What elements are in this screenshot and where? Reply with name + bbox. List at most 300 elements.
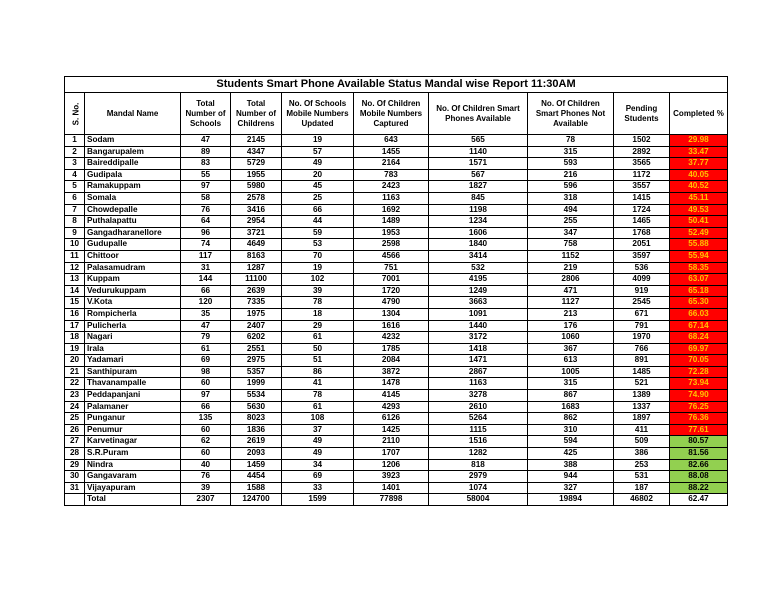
cell-smart-available: 1074 xyxy=(429,482,528,494)
cell-completed: 74.90 xyxy=(670,390,728,402)
cell-schools: 66 xyxy=(181,285,231,297)
cell-smart-not-available: 596 xyxy=(528,181,614,193)
cell-pending: 536 xyxy=(614,262,670,274)
cell-smart-not-available: 594 xyxy=(528,436,614,448)
cell-schools: 58 xyxy=(181,192,231,204)
cell-children: 5729 xyxy=(231,158,282,170)
cell-schools-mobile: 29 xyxy=(282,320,354,332)
cell-smart-not-available: 1683 xyxy=(528,401,614,413)
cell-children: 2639 xyxy=(231,285,282,297)
cell-schools-mobile: 18 xyxy=(282,308,354,320)
cell-sno: 4 xyxy=(65,169,85,181)
cell-children: 5630 xyxy=(231,401,282,413)
cell-completed: 58.35 xyxy=(670,262,728,274)
cell-smart-available: 3278 xyxy=(429,390,528,402)
cell-pending: 766 xyxy=(614,343,670,355)
cell-children-mobile: 783 xyxy=(354,169,429,181)
table-row xyxy=(65,297,728,309)
cell-pending: 1897 xyxy=(614,413,670,425)
cell-completed: 70.05 xyxy=(670,355,728,367)
cell-schools: 64 xyxy=(181,216,231,228)
header-mandal: Mandal Name xyxy=(85,93,181,135)
cell-smart-available: 1606 xyxy=(429,227,528,239)
cell-schools: 35 xyxy=(181,308,231,320)
cell-pending: 1389 xyxy=(614,390,670,402)
cell-sno: 29 xyxy=(65,459,85,471)
cell-sno: 26 xyxy=(65,424,85,436)
cell-mandal: Bangarupalem xyxy=(85,146,181,158)
cell-completed: 76.25 xyxy=(670,401,728,413)
cell-schools: 60 xyxy=(181,424,231,436)
cell-mandal: Gangadharanellore xyxy=(85,227,181,239)
cell-completed: 73.94 xyxy=(670,378,728,390)
header-sno xyxy=(65,93,85,135)
cell-sno: 15 xyxy=(65,297,85,309)
cell-children-mobile: 1489 xyxy=(354,216,429,228)
total-label: Total xyxy=(85,494,181,506)
cell-sno: 23 xyxy=(65,390,85,402)
cell-sno: 24 xyxy=(65,401,85,413)
cell-children-mobile: 4566 xyxy=(354,250,429,262)
cell-pending: 187 xyxy=(614,482,670,494)
cell-schools-mobile: 19 xyxy=(282,262,354,274)
cell-pending: 1502 xyxy=(614,135,670,147)
header-total-schools: Total Number of Schools xyxy=(181,93,231,135)
cell-sno: 5 xyxy=(65,181,85,193)
cell-children-mobile: 4790 xyxy=(354,297,429,309)
cell-children: 4347 xyxy=(231,146,282,158)
header-completed: Completed % xyxy=(670,93,728,135)
total-sno xyxy=(65,494,85,506)
cell-schools: 76 xyxy=(181,204,231,216)
cell-schools-mobile: 49 xyxy=(282,158,354,170)
cell-mandal: Sodam xyxy=(85,135,181,147)
table-row xyxy=(65,239,728,251)
cell-schools: 60 xyxy=(181,448,231,460)
cell-smart-not-available: 1005 xyxy=(528,366,614,378)
cell-schools: 60 xyxy=(181,378,231,390)
cell-schools-mobile: 49 xyxy=(282,448,354,460)
cell-children-mobile: 1785 xyxy=(354,343,429,355)
cell-smart-not-available: 2806 xyxy=(528,274,614,286)
cell-schools: 135 xyxy=(181,413,231,425)
cell-pending: 791 xyxy=(614,320,670,332)
cell-schools: 47 xyxy=(181,320,231,332)
cell-smart-not-available: 78 xyxy=(528,135,614,147)
cell-sno: 10 xyxy=(65,239,85,251)
cell-children-mobile: 2084 xyxy=(354,355,429,367)
total-schools: 2307 xyxy=(181,494,231,506)
cell-schools: 79 xyxy=(181,332,231,344)
cell-completed: 33.47 xyxy=(670,146,728,158)
cell-schools-mobile: 34 xyxy=(282,459,354,471)
cell-completed: 88.08 xyxy=(670,471,728,483)
cell-children-mobile: 1304 xyxy=(354,308,429,320)
cell-children-mobile: 1425 xyxy=(354,424,429,436)
cell-smart-available: 1471 xyxy=(429,355,528,367)
total-not-smart: 19894 xyxy=(528,494,614,506)
cell-smart-not-available: 758 xyxy=(528,239,614,251)
cell-mandal: Pulicherla xyxy=(85,320,181,332)
cell-schools: 39 xyxy=(181,482,231,494)
cell-schools: 66 xyxy=(181,401,231,413)
cell-schools-mobile: 78 xyxy=(282,297,354,309)
cell-smart-not-available: 219 xyxy=(528,262,614,274)
cell-mandal: Chowdepalle xyxy=(85,204,181,216)
cell-completed: 63.07 xyxy=(670,274,728,286)
cell-mandal: Palasamudram xyxy=(85,262,181,274)
cell-smart-available: 2979 xyxy=(429,471,528,483)
cell-smart-not-available: 862 xyxy=(528,413,614,425)
cell-schools: 83 xyxy=(181,158,231,170)
cell-pending: 1724 xyxy=(614,204,670,216)
cell-pending: 1465 xyxy=(614,216,670,228)
cell-sno: 6 xyxy=(65,192,85,204)
cell-mandal: Peddapanjani xyxy=(85,390,181,402)
cell-pending: 509 xyxy=(614,436,670,448)
cell-children-mobile: 2110 xyxy=(354,436,429,448)
cell-children-mobile: 4232 xyxy=(354,332,429,344)
cell-schools-mobile: 25 xyxy=(282,192,354,204)
cell-completed: 82.66 xyxy=(670,459,728,471)
cell-schools-mobile: 70 xyxy=(282,250,354,262)
cell-schools: 144 xyxy=(181,274,231,286)
table-row xyxy=(65,274,728,286)
cell-smart-available: 1198 xyxy=(429,204,528,216)
cell-children: 11100 xyxy=(231,274,282,286)
cell-smart-not-available: 255 xyxy=(528,216,614,228)
cell-mandal: Penumur xyxy=(85,424,181,436)
cell-schools-mobile: 78 xyxy=(282,390,354,402)
cell-children: 3721 xyxy=(231,227,282,239)
cell-schools: 74 xyxy=(181,239,231,251)
header-pending: Pending Students xyxy=(614,93,670,135)
cell-pending: 531 xyxy=(614,471,670,483)
cell-children: 2145 xyxy=(231,135,282,147)
cell-mandal: Gudipala xyxy=(85,169,181,181)
cell-sno: 3 xyxy=(65,158,85,170)
cell-children-mobile: 1206 xyxy=(354,459,429,471)
table-row xyxy=(65,471,728,483)
cell-mandal: Irala xyxy=(85,343,181,355)
cell-children: 2954 xyxy=(231,216,282,228)
cell-children-mobile: 1455 xyxy=(354,146,429,158)
cell-smart-not-available: 216 xyxy=(528,169,614,181)
cell-mandal: Kuppam xyxy=(85,274,181,286)
header-smart-available: No. Of Children Smart Phones Available xyxy=(429,93,528,135)
cell-schools: 55 xyxy=(181,169,231,181)
cell-schools-mobile: 108 xyxy=(282,413,354,425)
cell-completed: 68.24 xyxy=(670,332,728,344)
cell-schools: 76 xyxy=(181,471,231,483)
cell-mandal: Rompicherla xyxy=(85,308,181,320)
cell-schools: 96 xyxy=(181,227,231,239)
cell-children-mobile: 6126 xyxy=(354,413,429,425)
cell-children-mobile: 2164 xyxy=(354,158,429,170)
table-row xyxy=(65,135,728,147)
cell-schools-mobile: 86 xyxy=(282,366,354,378)
cell-smart-available: 1163 xyxy=(429,378,528,390)
cell-children: 1287 xyxy=(231,262,282,274)
cell-pending: 3565 xyxy=(614,158,670,170)
cell-smart-available: 1140 xyxy=(429,146,528,158)
cell-schools-mobile: 69 xyxy=(282,471,354,483)
cell-smart-not-available: 213 xyxy=(528,308,614,320)
cell-smart-not-available: 494 xyxy=(528,204,614,216)
cell-children-mobile: 1401 xyxy=(354,482,429,494)
cell-mandal: Yadamari xyxy=(85,355,181,367)
cell-children: 7335 xyxy=(231,297,282,309)
cell-schools: 97 xyxy=(181,390,231,402)
cell-smart-available: 1091 xyxy=(429,308,528,320)
cell-sno: 12 xyxy=(65,262,85,274)
cell-smart-not-available: 388 xyxy=(528,459,614,471)
cell-completed: 55.94 xyxy=(670,250,728,262)
cell-children-mobile: 7001 xyxy=(354,274,429,286)
mandal-report-table xyxy=(64,76,728,506)
cell-children-mobile: 2423 xyxy=(354,181,429,193)
cell-mandal: Vedurukuppam xyxy=(85,285,181,297)
table-row xyxy=(65,401,728,413)
cell-sno: 8 xyxy=(65,216,85,228)
cell-schools-mobile: 102 xyxy=(282,274,354,286)
cell-smart-not-available: 1127 xyxy=(528,297,614,309)
cell-mandal: Nagari xyxy=(85,332,181,344)
cell-completed: 88.22 xyxy=(670,482,728,494)
cell-schools-mobile: 19 xyxy=(282,135,354,147)
cell-schools-mobile: 37 xyxy=(282,424,354,436)
cell-sno: 16 xyxy=(65,308,85,320)
cell-children: 8023 xyxy=(231,413,282,425)
cell-schools-mobile: 49 xyxy=(282,436,354,448)
cell-mandal: Nindra xyxy=(85,459,181,471)
cell-smart-not-available: 176 xyxy=(528,320,614,332)
cell-schools-mobile: 66 xyxy=(282,204,354,216)
cell-children: 4454 xyxy=(231,471,282,483)
cell-children-mobile: 643 xyxy=(354,135,429,147)
total-children: 124700 xyxy=(231,494,282,506)
cell-completed: 72.28 xyxy=(670,366,728,378)
cell-completed: 66.03 xyxy=(670,308,728,320)
cell-pending: 2545 xyxy=(614,297,670,309)
cell-children: 4649 xyxy=(231,239,282,251)
cell-smart-not-available: 1152 xyxy=(528,250,614,262)
cell-children: 1836 xyxy=(231,424,282,436)
cell-sno: 22 xyxy=(65,378,85,390)
cell-sno: 1 xyxy=(65,135,85,147)
cell-mandal: Karvetinagar xyxy=(85,436,181,448)
cell-children: 1955 xyxy=(231,169,282,181)
cell-smart-available: 2867 xyxy=(429,366,528,378)
cell-children: 1588 xyxy=(231,482,282,494)
cell-pending: 1415 xyxy=(614,192,670,204)
total-pending: 46802 xyxy=(614,494,670,506)
table-row xyxy=(65,424,728,436)
cell-sno: 18 xyxy=(65,332,85,344)
header-total-children: Total Number of Childrens xyxy=(231,93,282,135)
report-body xyxy=(65,135,728,494)
cell-schools-mobile: 44 xyxy=(282,216,354,228)
cell-completed: 40.52 xyxy=(670,181,728,193)
cell-children: 2578 xyxy=(231,192,282,204)
cell-sno: 11 xyxy=(65,250,85,262)
cell-mandal: Somala xyxy=(85,192,181,204)
cell-smart-available: 1571 xyxy=(429,158,528,170)
cell-children-mobile: 4145 xyxy=(354,390,429,402)
total-schools-mobile: 1599 xyxy=(282,494,354,506)
cell-mandal: Vijayapuram xyxy=(85,482,181,494)
cell-mandal: Chittoor xyxy=(85,250,181,262)
cell-completed: 77.61 xyxy=(670,424,728,436)
cell-children: 1975 xyxy=(231,308,282,320)
cell-children: 1999 xyxy=(231,378,282,390)
cell-mandal: Punganur xyxy=(85,413,181,425)
header-row xyxy=(65,93,728,135)
cell-mandal: Palamaner xyxy=(85,401,181,413)
cell-smart-not-available: 315 xyxy=(528,146,614,158)
cell-pending: 919 xyxy=(614,285,670,297)
cell-schools: 62 xyxy=(181,436,231,448)
cell-children-mobile: 2598 xyxy=(354,239,429,251)
cell-children-mobile: 3872 xyxy=(354,366,429,378)
table-row xyxy=(65,413,728,425)
table-row xyxy=(65,320,728,332)
cell-completed: 65.18 xyxy=(670,285,728,297)
cell-children: 8163 xyxy=(231,250,282,262)
cell-schools-mobile: 50 xyxy=(282,343,354,355)
cell-sno: 30 xyxy=(65,471,85,483)
cell-schools: 47 xyxy=(181,135,231,147)
report-title: Students Smart Phone Available Status Mandal wise Report 11:30AM xyxy=(65,77,728,93)
cell-mandal: V.Kota xyxy=(85,297,181,309)
cell-children-mobile: 1692 xyxy=(354,204,429,216)
cell-children-mobile: 1720 xyxy=(354,285,429,297)
cell-smart-not-available: 613 xyxy=(528,355,614,367)
total-row xyxy=(65,494,728,506)
cell-schools: 40 xyxy=(181,459,231,471)
header-sno-label: S. No. xyxy=(71,102,81,125)
cell-smart-available: 1827 xyxy=(429,181,528,193)
cell-sno: 2 xyxy=(65,146,85,158)
cell-pending: 3597 xyxy=(614,250,670,262)
total-smart: 58004 xyxy=(429,494,528,506)
cell-smart-not-available: 593 xyxy=(528,158,614,170)
cell-mandal: Gudupalle xyxy=(85,239,181,251)
cell-sno: 20 xyxy=(65,355,85,367)
cell-pending: 1172 xyxy=(614,169,670,181)
cell-children: 5980 xyxy=(231,181,282,193)
table-row xyxy=(65,332,728,344)
cell-pending: 671 xyxy=(614,308,670,320)
cell-children-mobile: 4293 xyxy=(354,401,429,413)
cell-schools-mobile: 39 xyxy=(282,285,354,297)
table-row xyxy=(65,169,728,181)
cell-sno: 13 xyxy=(65,274,85,286)
cell-schools-mobile: 61 xyxy=(282,401,354,413)
table-row xyxy=(65,216,728,228)
cell-mandal: Ramakuppam xyxy=(85,181,181,193)
table-row xyxy=(65,250,728,262)
table-row xyxy=(65,355,728,367)
cell-sno: 25 xyxy=(65,413,85,425)
cell-schools-mobile: 59 xyxy=(282,227,354,239)
cell-smart-not-available: 471 xyxy=(528,285,614,297)
table-row xyxy=(65,285,728,297)
cell-smart-not-available: 867 xyxy=(528,390,614,402)
cell-completed: 67.14 xyxy=(670,320,728,332)
table-row xyxy=(65,366,728,378)
cell-smart-available: 3414 xyxy=(429,250,528,262)
table-row xyxy=(65,204,728,216)
cell-smart-not-available: 367 xyxy=(528,343,614,355)
cell-schools-mobile: 53 xyxy=(282,239,354,251)
cell-pending: 521 xyxy=(614,378,670,390)
total-completed: 62.47 xyxy=(670,494,728,506)
cell-schools: 98 xyxy=(181,366,231,378)
cell-completed: 69.97 xyxy=(670,343,728,355)
cell-smart-available: 4195 xyxy=(429,274,528,286)
cell-sno: 21 xyxy=(65,366,85,378)
cell-schools-mobile: 61 xyxy=(282,332,354,344)
cell-children: 5357 xyxy=(231,366,282,378)
table-row xyxy=(65,390,728,402)
cell-smart-not-available: 327 xyxy=(528,482,614,494)
cell-children-mobile: 751 xyxy=(354,262,429,274)
cell-children: 2975 xyxy=(231,355,282,367)
cell-smart-not-available: 315 xyxy=(528,378,614,390)
cell-children: 2093 xyxy=(231,448,282,460)
cell-pending: 1970 xyxy=(614,332,670,344)
cell-children: 2619 xyxy=(231,436,282,448)
cell-sno: 27 xyxy=(65,436,85,448)
cell-schools-mobile: 57 xyxy=(282,146,354,158)
table-row xyxy=(65,343,728,355)
cell-smart-available: 845 xyxy=(429,192,528,204)
cell-smart-not-available: 425 xyxy=(528,448,614,460)
header-schools-mobile: No. Of Schools Mobile Numbers Updated xyxy=(282,93,354,135)
cell-pending: 891 xyxy=(614,355,670,367)
cell-pending: 2892 xyxy=(614,146,670,158)
table-row xyxy=(65,192,728,204)
cell-children: 5534 xyxy=(231,390,282,402)
table-row xyxy=(65,482,728,494)
cell-pending: 411 xyxy=(614,424,670,436)
cell-children-mobile: 1707 xyxy=(354,448,429,460)
cell-pending: 1337 xyxy=(614,401,670,413)
cell-mandal: Baireddipalle xyxy=(85,158,181,170)
table-row xyxy=(65,378,728,390)
cell-children-mobile: 3923 xyxy=(354,471,429,483)
cell-completed: 52.49 xyxy=(670,227,728,239)
cell-completed: 37.77 xyxy=(670,158,728,170)
cell-smart-available: 1840 xyxy=(429,239,528,251)
table-row xyxy=(65,262,728,274)
cell-pending: 4099 xyxy=(614,274,670,286)
cell-schools: 117 xyxy=(181,250,231,262)
cell-completed: 80.57 xyxy=(670,436,728,448)
header-smart-not-available: No. Of Children Smart Phones Not Available xyxy=(528,93,614,135)
table-row xyxy=(65,146,728,158)
cell-mandal: Gangavaram xyxy=(85,471,181,483)
cell-smart-not-available: 347 xyxy=(528,227,614,239)
cell-children-mobile: 1163 xyxy=(354,192,429,204)
table-row xyxy=(65,181,728,193)
cell-pending: 3557 xyxy=(614,181,670,193)
cell-schools: 97 xyxy=(181,181,231,193)
cell-children: 1459 xyxy=(231,459,282,471)
cell-pending: 1768 xyxy=(614,227,670,239)
cell-children-mobile: 1953 xyxy=(354,227,429,239)
